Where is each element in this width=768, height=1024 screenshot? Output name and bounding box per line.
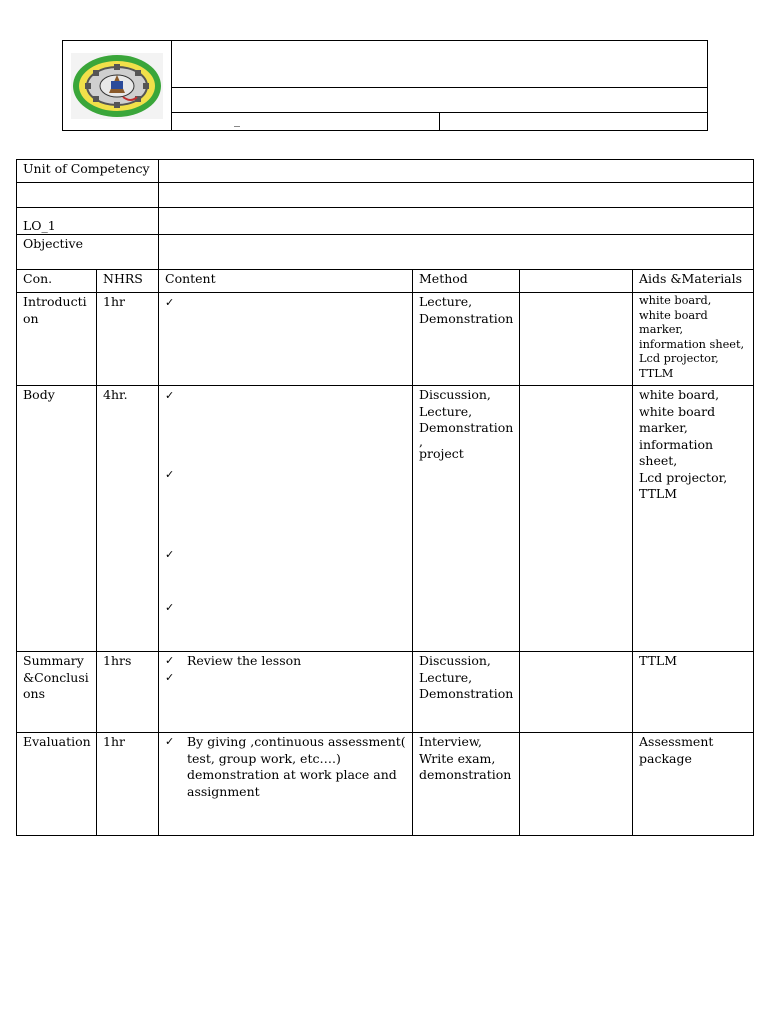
row-con: Evaluation xyxy=(17,733,97,836)
method-line: demonstration xyxy=(419,767,512,782)
col-header-content: Content xyxy=(159,270,413,293)
check-icon: ✓ xyxy=(165,654,175,667)
header-dash: _ xyxy=(234,112,240,127)
aids-line: marker, xyxy=(639,420,688,435)
row-con: Body xyxy=(17,386,97,652)
check-icon: ✓ xyxy=(165,468,175,481)
row-nhrs: 1hr xyxy=(97,733,159,836)
aids-line: marker, xyxy=(639,323,684,336)
aids-line: white board, xyxy=(639,387,720,402)
col-header-con: Con. xyxy=(17,270,97,293)
header-info-cell xyxy=(172,112,440,130)
row-nhrs: 1hr xyxy=(97,293,159,386)
col-header-blank xyxy=(520,270,633,293)
method-line: Discussion, xyxy=(419,653,491,668)
aids-line: information sheet, xyxy=(639,337,745,351)
table-row xyxy=(17,386,754,652)
row-nhrs: 1hrs xyxy=(97,652,159,733)
check-icon: ✓ xyxy=(165,670,175,684)
college-logo xyxy=(71,53,163,119)
aids-line: TTLM xyxy=(639,486,678,501)
row-aids xyxy=(633,386,754,652)
gear-emblem-icon xyxy=(71,53,163,119)
row-aids xyxy=(633,652,754,733)
row-method xyxy=(413,652,520,733)
content-text: By giving ,continuous assessment( test, group work, etc….) demonstration at work place and assignment xyxy=(187,734,406,799)
row-nhrs: 4hr. xyxy=(97,386,159,652)
aids-line: TTLM xyxy=(639,653,678,668)
lesson-plan-table xyxy=(16,159,754,836)
method-line: project xyxy=(419,445,464,461)
check-icon: ✓ xyxy=(165,296,175,309)
method-line: Discussion, xyxy=(419,387,491,402)
aids-line: Assessment xyxy=(639,734,714,749)
unit-of-competency-value xyxy=(159,160,754,183)
row-content xyxy=(159,733,413,836)
table-row xyxy=(17,652,754,733)
method-line: Lecture, xyxy=(419,669,473,685)
content-text: Review the lesson xyxy=(187,653,302,668)
method-line: Lecture, xyxy=(419,403,473,419)
method-line: Demonstration xyxy=(419,686,514,701)
method-line: Interview, xyxy=(419,734,483,749)
aids-line: white board xyxy=(639,308,708,322)
objective-value xyxy=(159,235,754,270)
row-con: Summary &Conclusi ons xyxy=(17,652,97,733)
check-icon: ✓ xyxy=(165,735,175,748)
aids-line: white board, xyxy=(639,294,712,307)
lo-label: LO_1 xyxy=(17,208,159,235)
row-content xyxy=(159,652,413,733)
method-line: Lecture, xyxy=(419,294,473,309)
aids-line: package xyxy=(639,750,692,766)
row-method xyxy=(413,386,520,652)
header-subtitle-cell xyxy=(172,87,708,112)
row-blank xyxy=(520,733,633,836)
unit-of-competency-label: Unit of Competency xyxy=(17,160,159,183)
check-icon: ✓ xyxy=(165,601,175,614)
col-header-method: Method xyxy=(413,270,520,293)
blank-label-cell xyxy=(17,183,159,208)
blank-value-cell xyxy=(159,183,754,208)
logo-cell xyxy=(63,41,172,131)
row-method xyxy=(413,293,520,386)
lo-value xyxy=(159,208,754,235)
table-row xyxy=(17,293,754,386)
row-blank xyxy=(520,293,633,386)
check-icon: ✓ xyxy=(165,389,175,402)
aids-line: TTLM xyxy=(639,366,674,380)
aids-line: white board xyxy=(639,403,716,419)
row-content xyxy=(159,293,413,386)
row-con: Introducti on xyxy=(17,293,97,386)
check-icon: ✓ xyxy=(165,548,175,561)
aids-line: Lcd projector, xyxy=(639,469,728,485)
row-method xyxy=(413,733,520,836)
col-header-nhrs: NHRS xyxy=(97,270,159,293)
header-title-cell xyxy=(172,41,708,88)
aids-line: sheet, xyxy=(639,453,678,468)
col-header-aids: Aids &Materials xyxy=(633,270,754,293)
row-content xyxy=(159,386,413,652)
aids-line: Lcd projector, xyxy=(639,352,719,365)
header-page-cell xyxy=(440,112,708,130)
method-line: , xyxy=(419,433,423,449)
aids-line: information xyxy=(639,436,714,452)
method-line: Demonstration xyxy=(419,310,514,326)
method-line: Demonstration xyxy=(419,420,514,435)
table-row xyxy=(17,733,754,836)
header-table xyxy=(62,40,708,131)
objective-label: Objective xyxy=(17,235,159,270)
row-blank xyxy=(520,386,633,652)
row-aids xyxy=(633,733,754,836)
method-line: Write exam, xyxy=(419,750,496,766)
row-blank xyxy=(520,652,633,733)
row-aids xyxy=(633,293,754,386)
